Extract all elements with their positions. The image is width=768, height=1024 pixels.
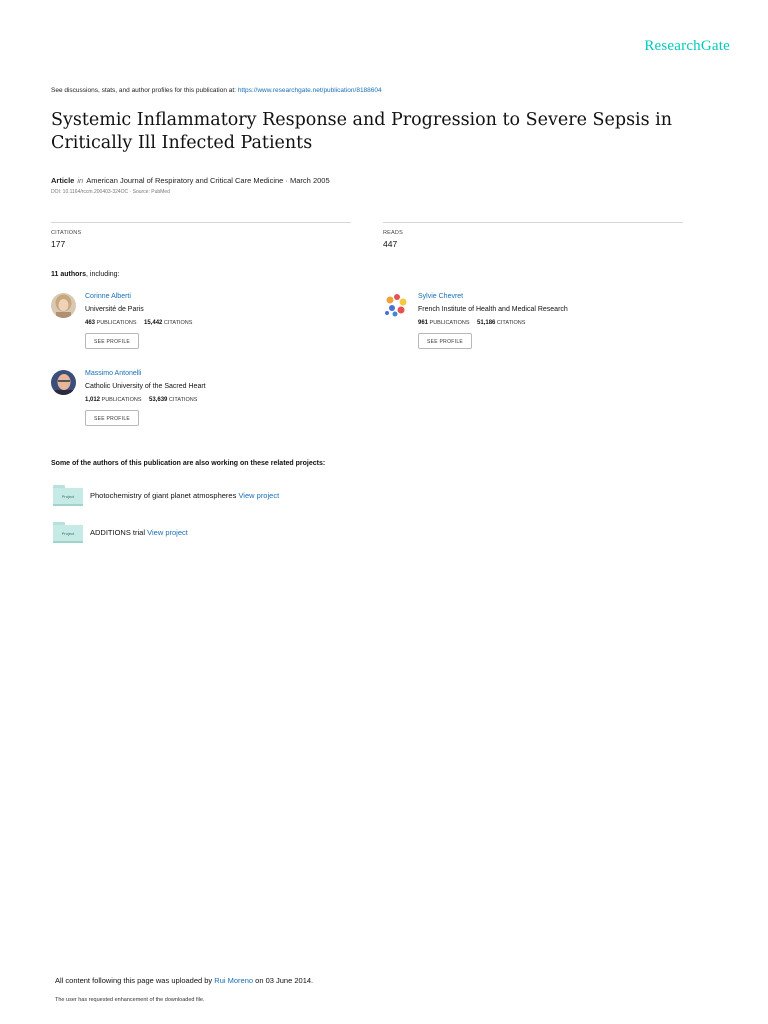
view-project-link[interactable]: View project bbox=[147, 528, 188, 537]
uploaded-prefix: All content following this page was uploaded by bbox=[55, 976, 213, 985]
citations-divider bbox=[51, 222, 351, 223]
project-text bbox=[90, 528, 188, 537]
download-footnote: The user has requested enhancement of the downloaded file. bbox=[55, 997, 205, 1003]
authors-count: 11 authors bbox=[51, 271, 87, 278]
publications-count: 961 bbox=[418, 320, 429, 326]
citations-count: 15,442 bbox=[144, 320, 163, 326]
author-name[interactable]: Sylvie Chevret bbox=[418, 293, 464, 300]
avatar[interactable] bbox=[51, 293, 76, 318]
article-type: Article bbox=[51, 176, 75, 185]
author-institution: French Institute of Health and Medical Research bbox=[418, 306, 568, 313]
author-card-antonelli bbox=[51, 370, 351, 438]
discussion-prefix: See discussions, stats, and author profiles for this publication at: bbox=[51, 87, 236, 94]
citations-count: 51,186 bbox=[477, 320, 496, 326]
citations-label: CITATIONS bbox=[496, 320, 526, 326]
project-badge: Project bbox=[53, 525, 83, 543]
uploaded-by-line bbox=[55, 976, 313, 985]
citations-label: CITATIONS bbox=[163, 320, 193, 326]
discussion-line bbox=[51, 87, 382, 94]
authors-heading bbox=[51, 271, 119, 278]
author-institution: Université de Paris bbox=[85, 306, 144, 313]
publications-label: PUBLICATIONS bbox=[96, 320, 137, 326]
see-profile-button[interactable]: SEE PROFILE bbox=[85, 333, 139, 349]
view-project-link[interactable]: View project bbox=[238, 491, 280, 500]
reads-value: 447 bbox=[383, 239, 398, 249]
related-projects-heading: Some of the authors of this publication are also working on these related projects: bbox=[51, 460, 326, 467]
citations-value: 177 bbox=[51, 239, 66, 249]
publication-title: Systemic Inflammatory Response and Progression to Severe Sepsis in Critically Ill Infected Patients bbox=[51, 110, 673, 153]
folder-icon bbox=[53, 485, 83, 506]
in-label: in bbox=[77, 176, 84, 185]
publication-meta bbox=[51, 176, 330, 185]
journal-name[interactable]: American Journal of Respiratory and Critical Care Medicine · March 2005 bbox=[86, 176, 330, 185]
avatar[interactable] bbox=[384, 293, 409, 318]
reads-label: READS bbox=[383, 230, 403, 236]
doi-line: DOI: 10.1164/rccm.200403-324OC · Source: PubMed bbox=[51, 189, 170, 195]
author-card-chevret bbox=[384, 293, 684, 361]
project-name: ADDITIONS trial bbox=[90, 528, 146, 537]
project-item bbox=[53, 485, 453, 507]
publication-url-link[interactable]: https://www.researchgate.net/publication/8188604 bbox=[237, 87, 382, 94]
author-name[interactable]: Corinne Alberti bbox=[85, 293, 131, 300]
reads-divider bbox=[383, 222, 683, 223]
see-profile-button[interactable]: SEE PROFILE bbox=[418, 333, 472, 349]
author-stats bbox=[418, 320, 525, 326]
publications-label: PUBLICATIONS bbox=[101, 397, 142, 403]
author-name[interactable]: Massimo Antonelli bbox=[85, 370, 142, 377]
uploaded-suffix: on 03 June 2014. bbox=[255, 976, 314, 985]
author-stats bbox=[85, 397, 197, 403]
project-name: Photochemistry of giant planet atmospheres bbox=[90, 491, 237, 500]
publications-label: PUBLICATIONS bbox=[429, 320, 470, 326]
see-profile-button[interactable]: SEE PROFILE bbox=[85, 410, 139, 426]
publications-count: 1,012 bbox=[85, 397, 101, 403]
authors-suffix: , including: bbox=[86, 271, 120, 278]
avatar[interactable] bbox=[51, 370, 76, 395]
author-institution: Catholic University of the Sacred Heart bbox=[85, 383, 206, 390]
folder-icon bbox=[53, 522, 83, 543]
publications-count: 463 bbox=[85, 320, 96, 326]
citations-count: 53,639 bbox=[149, 397, 168, 403]
citations-label: CITATIONS bbox=[51, 230, 82, 236]
citations-label: CITATIONS bbox=[168, 397, 198, 403]
author-card-alberti bbox=[51, 293, 351, 361]
project-text bbox=[90, 491, 279, 500]
uploader-link[interactable]: Rui Moreno bbox=[214, 976, 254, 985]
project-badge: Project bbox=[53, 488, 83, 506]
project-item bbox=[53, 522, 453, 544]
author-stats bbox=[85, 320, 192, 326]
researchgate-logo[interactable]: ResearchGate bbox=[644, 38, 730, 54]
